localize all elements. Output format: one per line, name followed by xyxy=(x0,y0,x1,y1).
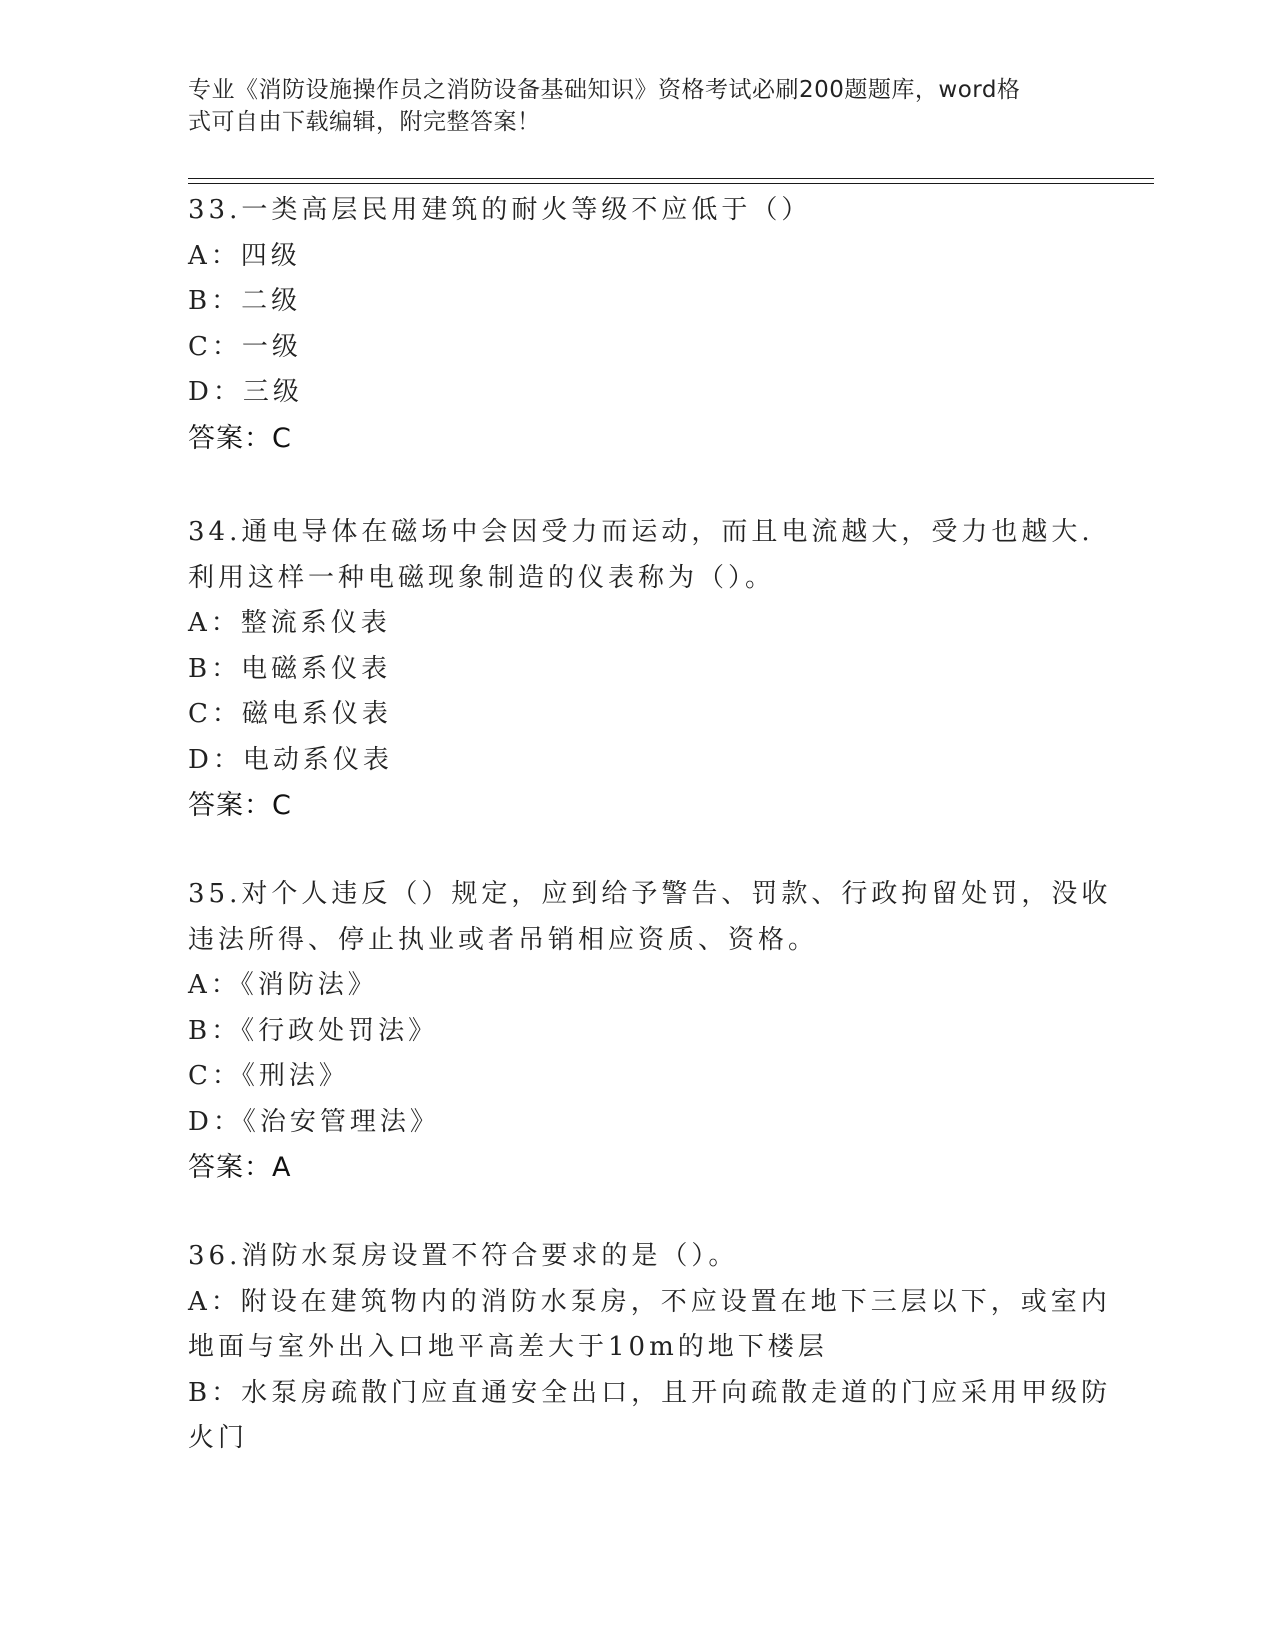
option-c: C：《刑法》 xyxy=(188,1061,349,1091)
option-c: C：一级 xyxy=(188,331,302,362)
option-a: A：整流系仪表 xyxy=(188,608,391,638)
option-b: B：水泵房疏散门应直通安全出口，且开向疏散走道的门应采用甲级防 xyxy=(188,1377,1112,1408)
question-stem-line: 36.消防水泵房设置不符合要求的是（）。 xyxy=(188,1241,739,1271)
answer-line: 答案：A xyxy=(188,1152,292,1183)
header-rule-top xyxy=(188,178,1154,179)
option-b-continued: 火门 xyxy=(188,1423,249,1453)
question-35 xyxy=(188,872,1112,1191)
option-a-continued: 地面与室外出入口地平高差大于10m的地下楼层 xyxy=(188,1332,828,1362)
question-stem-line: 34.通电导体在磁场中会因受力而运动，而且电流越大，受力也越大. xyxy=(188,517,1094,547)
option-d: D：《治安管理法》 xyxy=(188,1106,440,1137)
option-b: B：二级 xyxy=(188,286,302,316)
question-36 xyxy=(188,1234,1112,1462)
question-34 xyxy=(188,510,1094,829)
option-b: B：《行政处罚法》 xyxy=(188,1015,439,1046)
header-line-1: 专业《消防设施操作员之消防设备基础知识》资格考试必刷200题题库，word格 xyxy=(188,77,1021,103)
option-a: A：四级 xyxy=(188,240,301,271)
question-stem-line: 利用这样一种电磁现象制造的仪表称为（）。 xyxy=(188,562,776,593)
option-d: D：三级 xyxy=(188,377,303,407)
header-rule-bottom xyxy=(188,183,1154,184)
answer-line: 答案：C xyxy=(188,422,292,454)
answer-line: 答案：C xyxy=(188,790,292,821)
header-line-2: 式可自由下载编辑，附完整答案！ xyxy=(188,109,541,135)
question-33 xyxy=(188,188,1088,461)
option-a: A：《消防法》 xyxy=(188,970,378,1000)
option-a: A：附设在建筑物内的消防水泵房，不应设置在地下三层以下，或室内 xyxy=(188,1286,1111,1317)
question-stem-line: 35.对个人违反（）规定，应到给予警告、罚款、行政拘留处罚，没收 xyxy=(188,879,1112,909)
question-stem-line: 33.一类高层民用建筑的耐火等级不应低于（） xyxy=(188,195,812,225)
option-b: B：电磁系仪表 xyxy=(188,653,392,684)
option-c: C：磁电系仪表 xyxy=(188,699,392,729)
document-header xyxy=(188,74,1068,138)
option-d: D：电动系仪表 xyxy=(188,744,393,775)
question-stem-line: 违法所得、停止执业或者吊销相应资质、资格。 xyxy=(188,924,819,955)
